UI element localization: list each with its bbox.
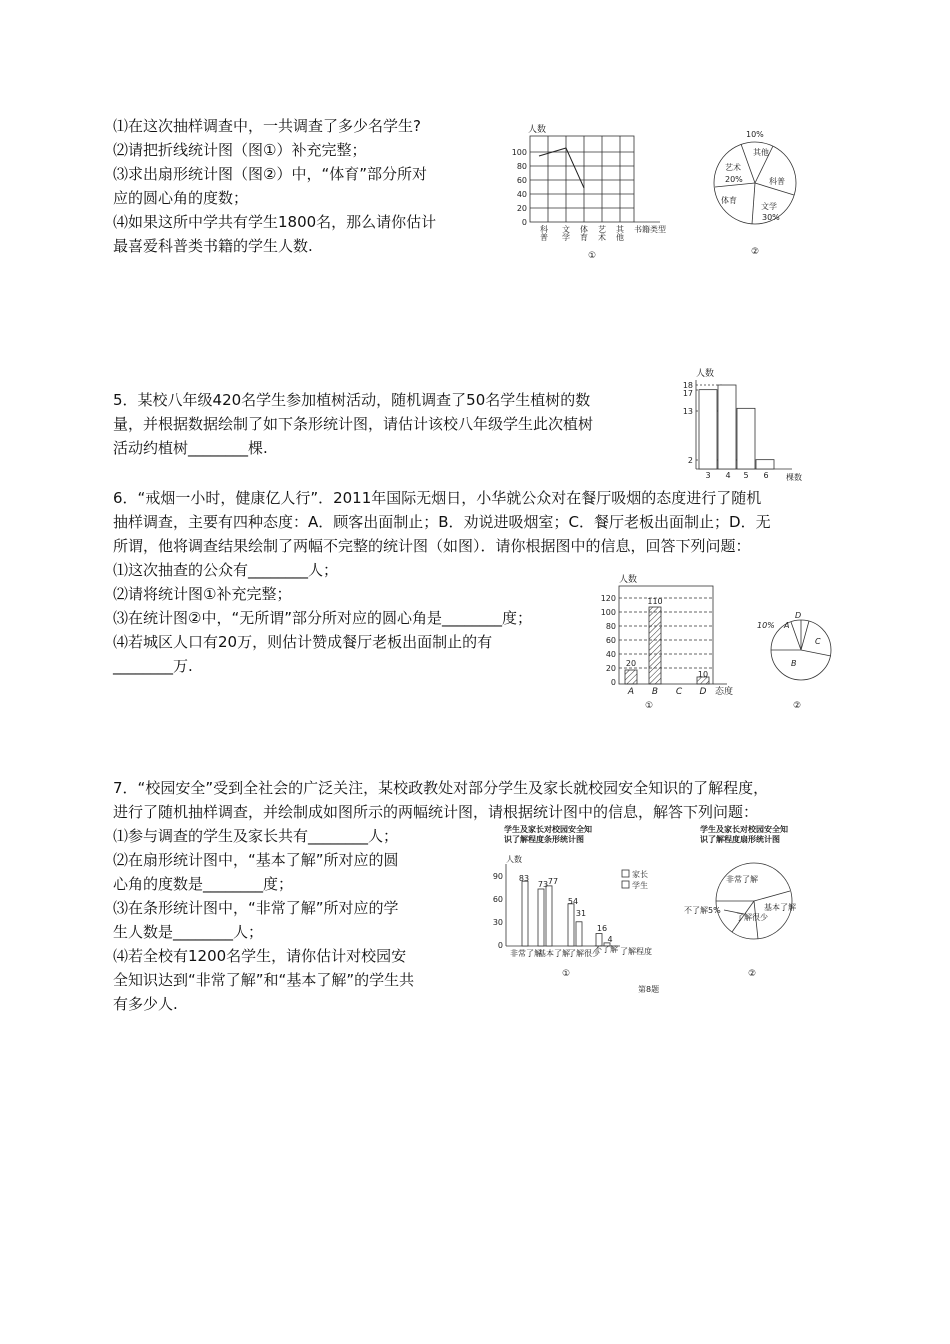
x-tick: 了解很少 bbox=[568, 949, 600, 958]
pie-label: 体育 bbox=[721, 196, 737, 205]
x-tick: B bbox=[651, 687, 659, 697]
question-line: ⑵在扇形统计图中，“基本了解”所对应的圆 bbox=[113, 851, 399, 869]
figure-caption: ② bbox=[748, 969, 757, 979]
bar bbox=[546, 886, 552, 946]
pie-label: D bbox=[795, 611, 802, 620]
x-tick: 艺术 bbox=[597, 225, 607, 241]
x-tick: 基本了解 bbox=[538, 949, 570, 958]
pie-label: 艺术 bbox=[725, 163, 741, 172]
bar bbox=[756, 460, 774, 469]
question-line: 生人数是________人； bbox=[113, 923, 264, 941]
y-tick: 0 bbox=[610, 678, 616, 687]
question-line: ⑶求出扇形统计图（图②）中，“体育”部分所对 bbox=[113, 165, 427, 183]
p6-pie-chart bbox=[755, 600, 845, 712]
question-line: 有多少人. bbox=[113, 995, 178, 1013]
pie-label: 20% bbox=[725, 175, 743, 184]
y-tick: 80 bbox=[516, 162, 527, 171]
chart-title: 识了解程度扇形统计图 bbox=[700, 835, 780, 844]
x-tick: 体育 bbox=[579, 225, 589, 241]
y-tick: 60 bbox=[516, 176, 527, 185]
x-tick: 5 bbox=[743, 471, 749, 480]
y-axis-label: 人数 bbox=[696, 369, 715, 379]
y-tick: 100 bbox=[600, 608, 616, 617]
bar bbox=[538, 889, 544, 946]
bar bbox=[699, 390, 717, 469]
y-tick: 40 bbox=[516, 190, 527, 199]
x-tick: 非常了解 bbox=[510, 949, 542, 958]
pie-label: 10% bbox=[757, 621, 775, 630]
question-line: ⑵请把折线统计图（图①）补充完整； bbox=[113, 141, 367, 159]
p6-bar-chart bbox=[597, 572, 747, 712]
question-line: ⑴这次抽查的公众有________人； bbox=[113, 561, 339, 579]
y-tick: 90 bbox=[492, 872, 503, 881]
data-line bbox=[539, 148, 584, 188]
y-tick: 20 bbox=[605, 664, 616, 673]
y-tick: 13 bbox=[682, 407, 693, 416]
question-line: 应的圆心角的度数； bbox=[113, 189, 249, 207]
pie-label: 30% bbox=[762, 213, 780, 222]
page-footer: 第8题 bbox=[638, 985, 660, 994]
figure-caption: ② bbox=[751, 247, 760, 257]
question-line: 最喜爱科普类书籍的学生人数. bbox=[113, 237, 313, 255]
problem-5-text bbox=[113, 388, 593, 460]
question-line: ⑵请将统计图①补充完整； bbox=[113, 585, 292, 603]
question-line: ⑴在这次抽样调查中，一共调查了多少名学生? bbox=[113, 117, 421, 135]
y-tick: 60 bbox=[492, 895, 503, 904]
pie-label: 非常了解 bbox=[726, 875, 758, 884]
bar bbox=[568, 904, 574, 946]
pie-label: C bbox=[815, 637, 821, 646]
bar-label: 10 bbox=[697, 670, 709, 679]
legend-label: 学生 bbox=[632, 881, 648, 890]
bar bbox=[576, 922, 582, 946]
y-axis-label: 人数 bbox=[619, 575, 638, 585]
problem-4-text bbox=[113, 114, 436, 258]
bar bbox=[718, 385, 736, 469]
question-line: 心角的度数是________度； bbox=[113, 875, 294, 893]
x-tick: 文学 bbox=[561, 225, 571, 241]
bar bbox=[737, 408, 755, 469]
bar-label: 4 bbox=[607, 935, 613, 944]
pie-label: A bbox=[784, 621, 790, 630]
x-axis-label: 书籍类型 bbox=[634, 225, 666, 234]
pie-label: 其他 bbox=[753, 148, 769, 157]
figure-caption: ① bbox=[588, 251, 597, 261]
y-axis-label: 人数 bbox=[506, 855, 522, 864]
bar-label: 110 bbox=[647, 597, 663, 606]
y-tick: 80 bbox=[605, 622, 616, 631]
pie-label: 了解很少 bbox=[736, 913, 768, 922]
y-tick: 18 bbox=[682, 381, 693, 390]
p4-pie-chart bbox=[705, 125, 815, 260]
x-axis-label: 棵数 bbox=[786, 473, 802, 482]
y-tick: 40 bbox=[605, 650, 616, 659]
x-tick: 6 bbox=[763, 471, 769, 480]
y-axis-label: 人数 bbox=[528, 125, 547, 135]
p7-bar-chart bbox=[490, 824, 675, 994]
bar bbox=[649, 607, 661, 684]
pie-label: 10% bbox=[746, 130, 764, 139]
x-tick: A bbox=[627, 687, 635, 697]
x-tick: C bbox=[675, 687, 683, 697]
x-tick: 3 bbox=[705, 471, 711, 480]
figure-caption: ② bbox=[793, 701, 802, 711]
bar-label: 54 bbox=[567, 897, 579, 906]
question-line: 7．“校园安全”受到全社会的广泛关注，某校政教处对部分学生及家长就校园安全知识的了解程度， bbox=[113, 779, 769, 797]
question-line: ⑶在条形统计图中，“非常了解”所对应的学 bbox=[113, 899, 399, 917]
legend-label: 家长 bbox=[632, 870, 648, 879]
y-tick: 0 bbox=[521, 218, 527, 227]
y-tick: 20 bbox=[516, 204, 527, 213]
pie-label: B bbox=[791, 659, 797, 668]
question-line: ⑷如果这所中学共有学生1800名，那么请你估计 bbox=[113, 213, 437, 231]
p7-pie-chart bbox=[686, 824, 826, 986]
question-line: 所谓，他将调查结果绘制了两幅不完整的统计图（如图）．请你根据图中的信息，回答下列问题： bbox=[113, 537, 751, 555]
x-axis-label: 态度 bbox=[715, 687, 734, 697]
figure-caption: ① bbox=[645, 701, 654, 711]
question-line: 6．“戒烟一小时，健康亿人行”．2011年国际无烟日，小华就公众对在餐厅吸烟的态度进行了随机 bbox=[113, 489, 762, 507]
bar-label: 16 bbox=[596, 924, 608, 933]
question-line: 活动约植树________棵. bbox=[113, 439, 268, 457]
question-line: ⑶在统计图②中，“无所谓”部分所对应的圆心角是________度； bbox=[113, 609, 532, 627]
x-tick: D bbox=[699, 687, 707, 697]
question-line: 量，并根据数据绘制了如下条形统计图，请估计该校八年级学生此次植树 bbox=[113, 415, 594, 433]
x-tick: 其他 bbox=[615, 225, 625, 241]
bar-label: 77 bbox=[547, 877, 559, 886]
bar-label: 83 bbox=[518, 874, 530, 883]
pie-label: 科普 bbox=[769, 177, 785, 186]
question-line: 抽样调查，主要有四种态度：A．顾客出面制止；B．劝说进吸烟室；C．餐厅老板出面制止；D．无 bbox=[113, 513, 771, 531]
question-line: ⑷若城区人口有20万，则估计赞成餐厅老板出面制止的有 bbox=[113, 633, 493, 651]
pie-label: 文学 bbox=[761, 202, 777, 211]
x-tick: 不了解 bbox=[594, 945, 618, 954]
pie-label: 不了解5% bbox=[684, 906, 721, 915]
legend-swatch-student bbox=[622, 881, 629, 888]
y-tick: 60 bbox=[605, 636, 616, 645]
p4-line-chart bbox=[508, 120, 678, 262]
question-line: 5．某校八年级420名学生参加植树活动，随机调查了50名学生植树的数 bbox=[113, 391, 591, 409]
pie-label: 基本了解 bbox=[764, 903, 796, 912]
y-tick: 120 bbox=[600, 594, 616, 603]
question-line: ⑷若全校有1200名学生，请你估计对校园安 bbox=[113, 947, 407, 965]
y-tick: 0 bbox=[497, 941, 503, 950]
bar-label: 73 bbox=[537, 880, 549, 889]
chart-title: 学生及家长对校园安全知 bbox=[700, 825, 788, 834]
x-tick: 4 bbox=[725, 471, 731, 480]
question-line: ⑴参与调查的学生及家长共有________人； bbox=[113, 827, 399, 845]
chart-title: 学生及家长对校园安全知 bbox=[504, 825, 592, 834]
y-tick: 17 bbox=[682, 389, 693, 398]
y-tick: 100 bbox=[511, 148, 527, 157]
chart-title: 识了解程度条形统计图 bbox=[504, 835, 584, 844]
figure-caption: ① bbox=[562, 969, 571, 979]
bar bbox=[625, 670, 637, 684]
y-tick: 2 bbox=[687, 456, 693, 465]
question-line: 全知识达到“非常了解”和“基本了解”的学生共 bbox=[113, 971, 415, 989]
x-tick: 科普 bbox=[539, 225, 549, 241]
question-line: ________万. bbox=[113, 657, 193, 675]
y-tick: 30 bbox=[492, 918, 503, 927]
p5-bar-chart bbox=[676, 366, 816, 481]
x-axis-label: 了解程度 bbox=[620, 947, 652, 956]
bar-label: 20 bbox=[625, 659, 637, 668]
question-line: 进行了随机抽样调查，并绘制成如图所示的两幅统计图，请根据统计图中的信息，解答下列问题： bbox=[113, 803, 759, 821]
legend-swatch-parent bbox=[622, 870, 629, 877]
bar-label: 31 bbox=[575, 909, 587, 918]
bar bbox=[522, 881, 528, 946]
